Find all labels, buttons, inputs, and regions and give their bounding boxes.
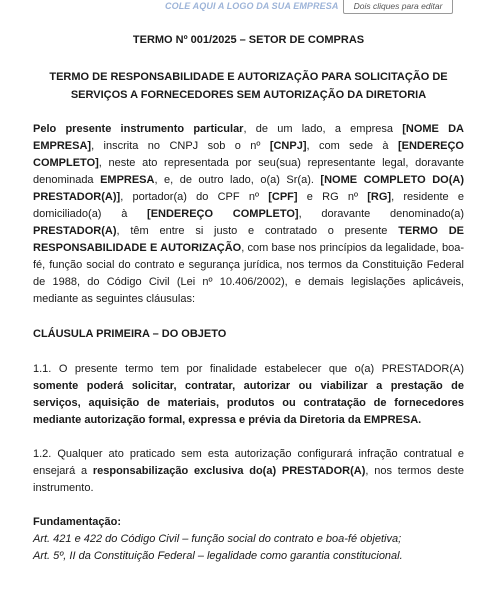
intro-text: , portador(a) do CPF nº xyxy=(120,191,269,203)
clause-text: , nos termos deste instrumento. xyxy=(33,465,464,494)
clause-1-2 xyxy=(33,446,464,497)
placeholder-company-address: [ENDEREÇO COMPLETO] xyxy=(33,140,464,169)
clause-text-bold: responsabilização exclusiva do(a) PRESTADOR(A) xyxy=(92,465,366,477)
placeholder-rg: [RG] xyxy=(367,191,392,203)
intro-paragraph xyxy=(33,121,464,308)
intro-text: , neste ato representada por seu(sua) representante legal, doravante denominada xyxy=(33,157,464,186)
placeholder-company-name: [NOME DA EMPRESA] xyxy=(33,123,465,152)
intro-text: , inscrita no CNPJ sob o nº xyxy=(91,140,270,152)
clause-1-1 xyxy=(33,361,464,429)
intro-text: Pelo presente instrumento particular xyxy=(33,123,244,135)
clause-text: 1.2. Qualquer ato praticado sem esta autorização configurará infração contratual e ensejará a xyxy=(33,448,464,477)
placeholder-cnpj: [CNPJ] xyxy=(269,140,307,152)
intro-text: , residente e domiciliado(a) à xyxy=(33,191,464,220)
edit-hint-button[interactable]: Dois cliques para editar xyxy=(343,0,453,14)
document-title: TERMO Nº 001/2025 – SETOR DE COMPRAS xyxy=(132,34,365,46)
clause-text: 1.1. O presente termo tem por finalidade estabelecer que o(a) PRESTADOR(A) xyxy=(33,363,464,375)
document-subtitle: TERMO DE RESPONSABILIDADE E AUTORIZAÇÃO PARA SOLICITAÇÃO DE SERVIÇOS A FORNECEDORES SEM AUTORIZAÇÃO DA DIRETORIA xyxy=(49,71,448,101)
logo-placeholder[interactable]: COLE AQUI A LOGO DA SUA EMPRESA xyxy=(165,1,339,11)
intro-term-prestador: PRESTADOR(A) xyxy=(33,225,117,237)
intro-text: e RG nº xyxy=(297,191,368,203)
document-body xyxy=(33,32,464,565)
fundamentacao-line: Art. 421 e 422 do Código Civil – função social do contrato e boa-fé objetiva; xyxy=(33,533,402,545)
intro-term-title: TERMO DE RESPONSABILIDADE E AUTORIZAÇÃO xyxy=(33,225,464,254)
intro-text: , doravante denominado(a) xyxy=(298,208,465,220)
placeholder-provider-name: [NOME COMPLETO DO(A) PRESTADOR(A)] xyxy=(33,174,464,203)
clause-text-bold: somente poderá solicitar, contratar, autorizar ou viabilizar a prestação de serviços, aquisição de materiais, produtos ou contratação de fornecedores mediante autorização formal, expressa e prévia da Diretoria da EMPRESA. xyxy=(33,380,464,426)
intro-text: , têm entre si justo e contratado o presente xyxy=(116,225,399,237)
document-header xyxy=(0,0,500,18)
intro-term-empresa: EMPRESA xyxy=(100,174,155,186)
clause-1-title: CLÁUSULA PRIMEIRA – DO OBJETO xyxy=(33,328,227,340)
fundamentacao-line: Art. 5º, II da Constituição Federal – legalidade como garantia constitucional. xyxy=(33,550,403,562)
intro-text: , de um lado, a empresa xyxy=(243,123,403,135)
fundamentacao-label: Fundamentação: xyxy=(33,516,122,528)
placeholder-cpf: [CPF] xyxy=(268,191,298,203)
intro-text: , com base nos princípios da legalidade, boa-fé, função social do contrato e segurança jurídica, nos termos da Constituição Federal de 1988, do Código Civil (Lei nº 10.406/2002), e demais legislações aplicáveis, mediante as seguintes cláusulas: xyxy=(33,242,464,305)
intro-text: , e, de outro lado, o(a) Sr(a). xyxy=(154,174,321,186)
fundamentacao-text xyxy=(33,531,464,565)
intro-text: , com sede à xyxy=(306,140,398,152)
placeholder-provider-address: [ENDEREÇO COMPLETO] xyxy=(147,208,299,220)
